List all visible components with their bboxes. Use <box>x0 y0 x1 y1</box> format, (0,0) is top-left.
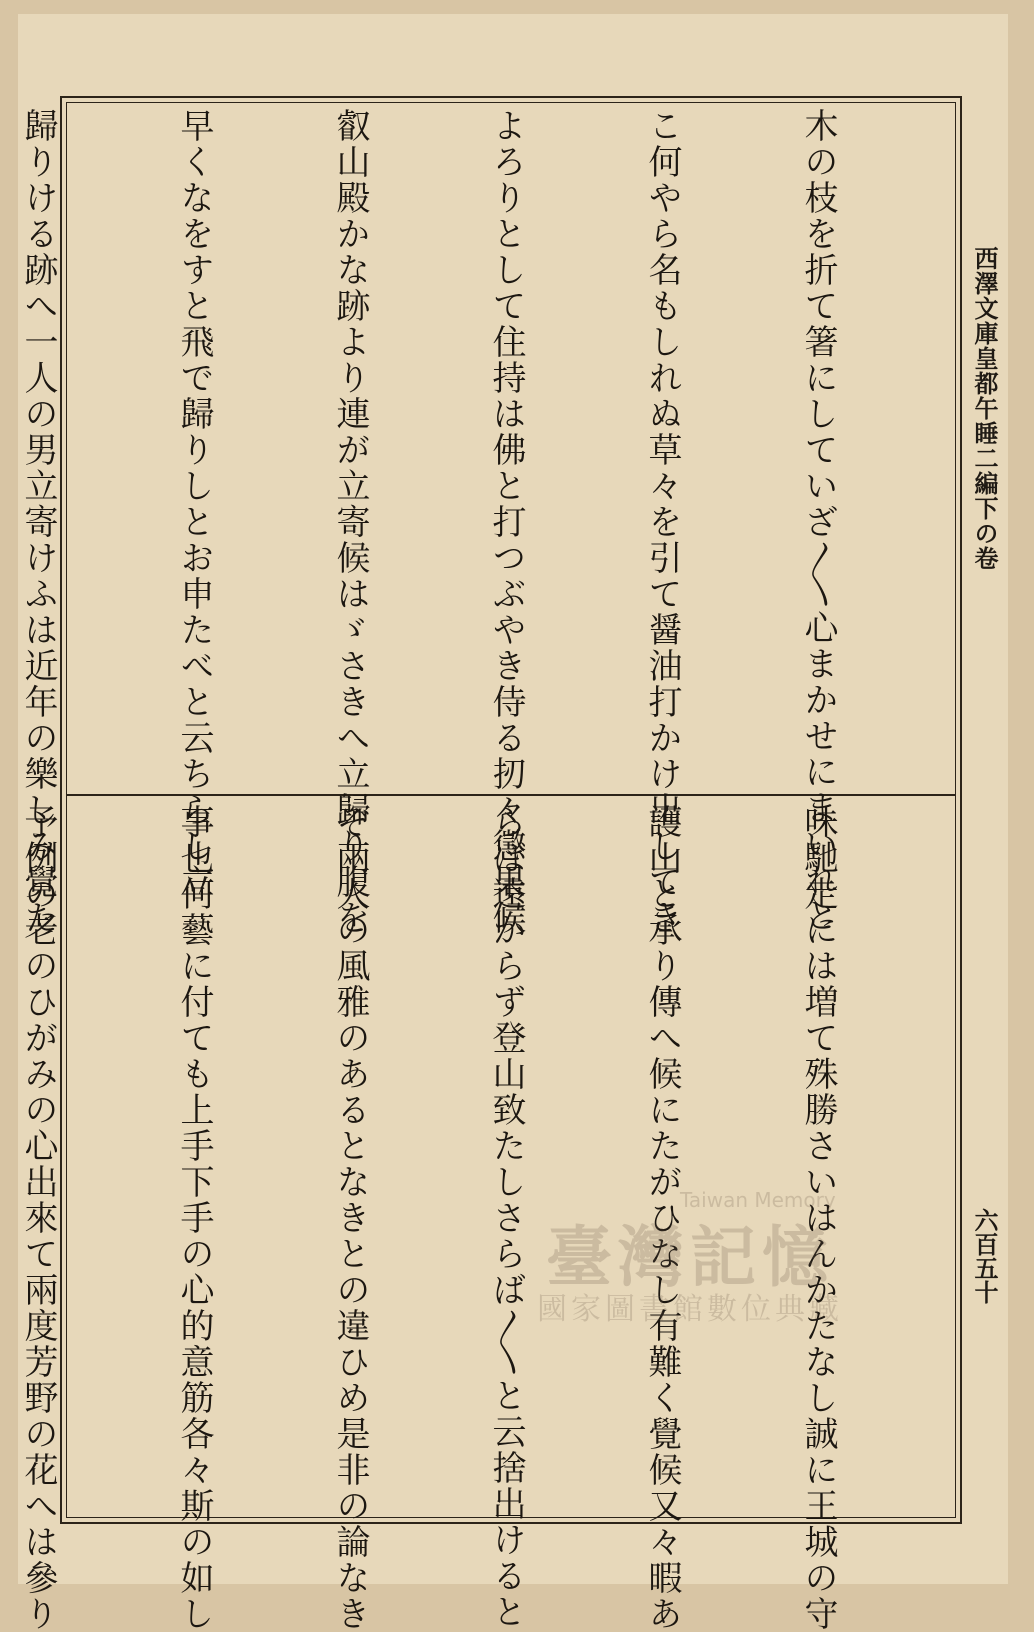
text-line: よろりとして住持は佛と打つぶやき侍る扨々懲果候 <box>486 108 526 936</box>
text-line: こ何やら名もしれぬ草々を引て醤油打かけ出してき <box>642 108 682 936</box>
text-line: らば遠からず登山致たしさらば〳〵と云捨出けると <box>486 804 526 1630</box>
running-header: 西澤文庫皇都午睡二編下の卷 <box>970 246 999 571</box>
text-line: 歸りける跡へ一人の男立寄けふは近年の樂しみ覺た <box>18 108 58 936</box>
text-line: 護山と承り傳へ候にたがひなし有難く覺候又々暇あ <box>642 804 682 1632</box>
text-line: 事也何藝に付ても上手下手の心的意筋各々斯の如し <box>174 804 214 1632</box>
lower-text-block <box>18 804 948 1632</box>
upper-text-block <box>18 108 948 936</box>
watermark-subtext: 國家圖書館數位典藏 <box>537 1292 843 1327</box>
watermark-latin: Taiwan Memory <box>680 1188 836 1212</box>
watermark-text: 臺灣記憶 <box>546 1218 834 1296</box>
text-line: 予例の老のひがみの心出來て兩度芳野の花へは參り <box>18 804 58 1632</box>
text-line: 木の枝を折て箸にしていざ〳〵心まかせにまいれと <box>798 108 838 934</box>
text-line: 叡山殿かな跡より連が立寄候はゞさきへ立歸り腹を <box>330 108 370 936</box>
text-line: 早くなをすと飛で歸りしとお申たべと云ちらし立 <box>174 108 214 900</box>
text-line: ぞ兩人の風雅のあるとなきとの違ひめ是非の論なき <box>330 804 370 1632</box>
page-number: 六百五十 <box>970 1208 999 1304</box>
text-line: 味馳走には増て殊勝さいはんかたなし誠に王城の守 <box>798 804 838 1632</box>
